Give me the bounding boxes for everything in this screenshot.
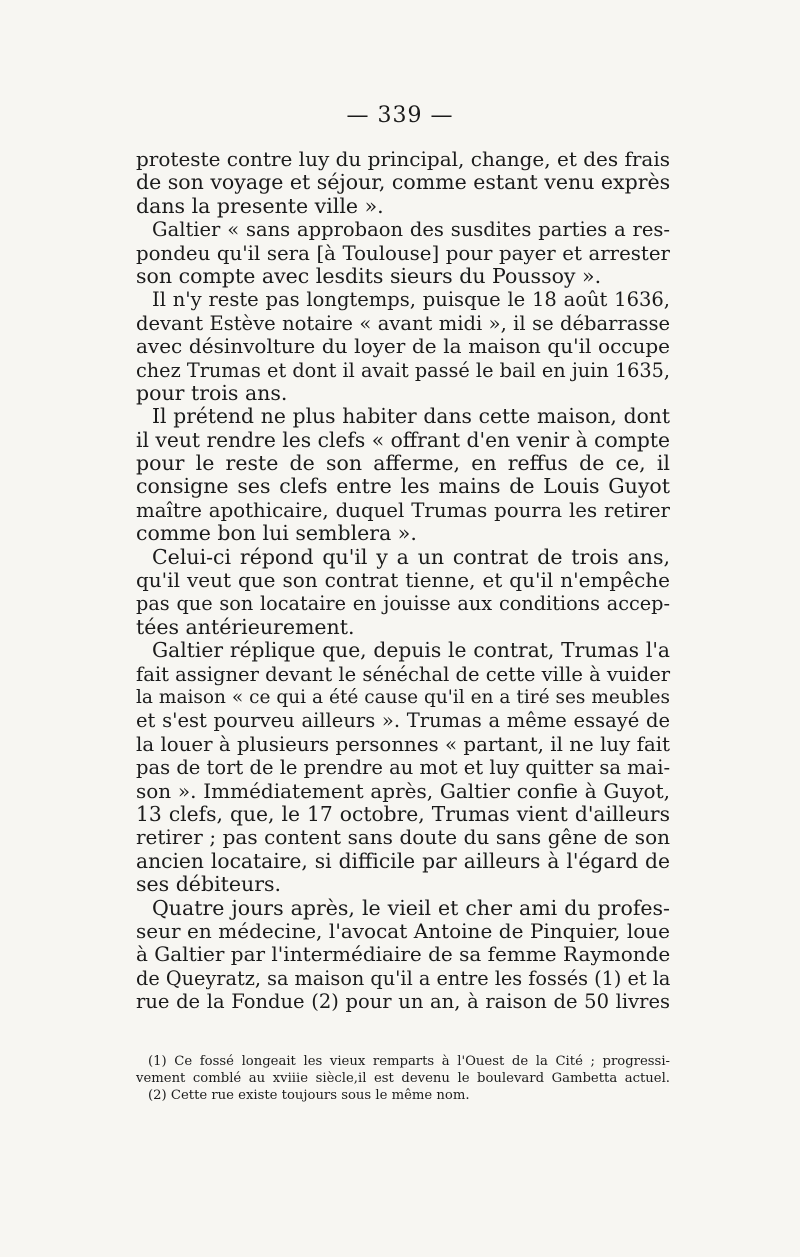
footnotes bbox=[136, 1053, 670, 1104]
text-line: son compte avec lesdits sieurs du Poussoy ». bbox=[136, 263, 602, 288]
text-line: pour le reste de son afferme, en reffus de ce, il bbox=[136, 451, 670, 476]
text-line: qu'il veut que son contrat tienne, et qu'il n'empêche bbox=[136, 568, 670, 593]
text-line: ancien locataire, si difficile par ailleurs à l'égard de bbox=[136, 848, 670, 873]
text-line: la louer à plusieurs personnes « partant, il ne luy fait bbox=[136, 732, 670, 756]
text-line: dans la presente ville ». bbox=[136, 193, 384, 218]
text-line: ses débiteurs. bbox=[136, 872, 282, 897]
text-line: pour trois ans. bbox=[136, 380, 288, 405]
text-line: il veut rendre les clefs « offrant d'en venir à compte bbox=[136, 427, 670, 452]
text-line: devant Estève notaire « avant midi », il se débarrasse bbox=[136, 311, 670, 335]
text-line: à Galtier par l'intermédiaire de sa femme Raymonde bbox=[136, 942, 671, 967]
text-line: Galtier réplique que, depuis le contrat, Trumas l'a bbox=[152, 638, 670, 663]
text-line: tées antérieurement. bbox=[136, 614, 355, 639]
text-line: maître apothicaire, duquel Trumas pourra les retirer bbox=[136, 498, 670, 522]
text-line: et s'est pourveu ailleurs ». Trumas a même essayé de bbox=[136, 709, 670, 733]
text-line: la maison « ce qui a été cause qu'il en a tiré ses meubles bbox=[136, 686, 670, 708]
text-line: chez Trumas et dont il avait passé le bail en juin 1635, bbox=[136, 358, 670, 382]
page-number: — 339 — bbox=[346, 103, 454, 128]
footnote-line: (2) Cette rue existe toujours sous le même nom. bbox=[148, 1088, 470, 1103]
text-line: Quatre jours après, le vieil et cher ami du profes- bbox=[152, 895, 670, 920]
footnote-line: (1) Ce fossé longeait les vieux remparts à l'Ouest de la Cité ; progressi- bbox=[148, 1054, 670, 1069]
text-line: comme bon lui semblera ». bbox=[136, 521, 417, 546]
text-line: pas que son locataire en jouisse aux conditions accep- bbox=[136, 592, 670, 616]
text-line: consigne ses clefs entre les mains de Louis Guyot bbox=[136, 474, 670, 499]
text-line: seur en médecine, l'avocat Antoine de Pinquier, loue bbox=[136, 918, 670, 943]
text-line: Galtier « sans approbaon des susdites parties a res- bbox=[152, 218, 670, 242]
text-line: Il n'y reste pas longtemps, puisque le 18 août 1636, bbox=[152, 288, 670, 312]
text-line: Celui-ci répond qu'il y a un contrat de trois ans, bbox=[152, 544, 670, 569]
main-text bbox=[136, 148, 670, 1013]
text-line: de son voyage et séjour, comme estant venu exprès bbox=[136, 170, 671, 195]
text-line: proteste contre luy du principal, change, et des frais bbox=[136, 147, 671, 171]
text-line: rue de la Fondue (2) pour un an, à raison de 50 livres bbox=[136, 990, 670, 1014]
text-line: fait assigner devant le sénéchal de cette ville à vuider bbox=[136, 662, 671, 686]
text-line: pas de tort de le prendre au mot et luy quitter sa mai- bbox=[136, 756, 671, 780]
text-line: 13 clefs, que, le 17 octobre, Trumas vient d'ailleurs bbox=[136, 801, 670, 826]
text-line: pondeu qu'il sera [à Toulouse] pour payer et arrester bbox=[136, 241, 670, 265]
text-line: Il prétend ne plus habiter dans cette maison, dont bbox=[152, 404, 670, 429]
text-line: retirer ; pas content sans doute du sans gêne de son bbox=[136, 825, 670, 850]
text-line: de Queyratz, sa maison qu'il a entre les fossés (1) et la bbox=[136, 966, 671, 990]
footnote-line: vement comblé au xviiie siècle,il est devenu le boulevard Gambetta actuel. bbox=[136, 1071, 670, 1086]
text-line: avec désinvolture du loyer de la maison qu'il occupe bbox=[136, 334, 670, 359]
text-line: son ». Immédiatement après, Galtier confie à Guyot, bbox=[136, 778, 670, 803]
